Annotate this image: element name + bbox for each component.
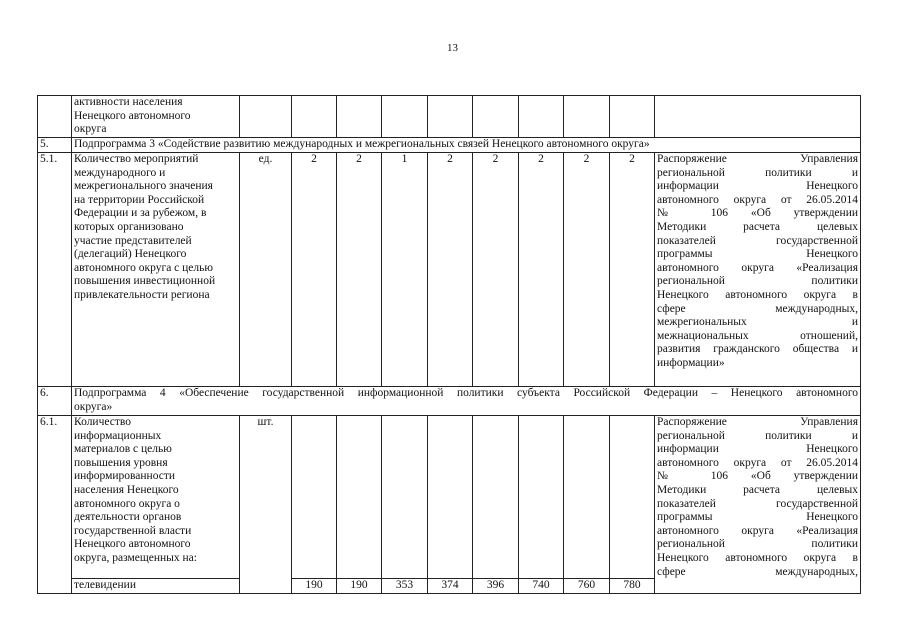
value-cell bbox=[610, 96, 655, 138]
indicator-name-cell: телевидении bbox=[72, 579, 240, 594]
value-cell: 396 bbox=[473, 579, 519, 594]
page-number: 13 bbox=[447, 42, 458, 54]
section-row bbox=[38, 387, 861, 416]
value-cell bbox=[382, 96, 428, 138]
value-cell bbox=[610, 416, 655, 579]
value-cell bbox=[428, 96, 473, 138]
value-cell bbox=[564, 96, 610, 138]
row-number-cell bbox=[38, 96, 72, 138]
unit-cell bbox=[240, 96, 292, 138]
section-number: 5. bbox=[38, 138, 72, 153]
table-row bbox=[38, 96, 861, 138]
value-cell bbox=[519, 416, 564, 579]
section-title: Подпрограмма 4 «Обеспечение государственной информационной политики субъекта Российской Федерации – Ненецкого автономного округа» bbox=[72, 387, 861, 416]
section-title: Подпрограмма 3 «Содействие развитию международных и межрегиональных связей Ненецкого автономного округа» bbox=[72, 138, 861, 153]
indicator-name-cell: активности населения Ненецкого автономного округа bbox=[72, 96, 240, 138]
value-cell: 374 bbox=[428, 579, 473, 594]
value-cell: 760 bbox=[564, 579, 610, 594]
value-cell bbox=[382, 416, 428, 579]
source-cell bbox=[655, 96, 861, 138]
value-cell: 2 bbox=[473, 153, 519, 387]
value-cell: 2 bbox=[428, 153, 473, 387]
value-cell bbox=[292, 416, 337, 579]
table-row bbox=[38, 416, 861, 579]
value-cell: 2 bbox=[337, 153, 382, 387]
section-number: 6. bbox=[38, 387, 72, 416]
indicator-name-cell: Количество мероприятий международного и межрегионального значения на территории Российской Федерации и за рубежом, в которых организовано участие представителей (делегаций) Ненецкого автономного округа с целью повышения инвестиционной привлекательности региона bbox=[72, 153, 240, 387]
value-cell bbox=[473, 96, 519, 138]
value-cell bbox=[564, 416, 610, 579]
row-number-cell: 6.1. bbox=[38, 416, 72, 594]
table-row bbox=[38, 153, 861, 387]
value-cell: 190 bbox=[337, 579, 382, 594]
value-cell: 2 bbox=[610, 153, 655, 387]
value-cell: 1 bbox=[382, 153, 428, 387]
source-cell: Распоряжение Управления региональной политики и информации Ненецкого автономного округа от 26.05.2014 № 106 «Об утверждении Методики расчета целевых показателей государственной программы Ненецкого автономного округа «Реализация региональной политики Ненецкого автономного округа в сфере международных, межрегиональных и межнациональных отношений, развития гражданского общества и информации» bbox=[655, 153, 861, 387]
indicator-name-cell: Количество информационных материалов с целью повышения уровня информированности населения Ненецкого автономного округа о деятельности органов государственной власти Ненецкого автономного округа, размещенных на: bbox=[72, 416, 240, 579]
value-cell bbox=[337, 96, 382, 138]
value-cell bbox=[519, 96, 564, 138]
value-cell: 780 bbox=[610, 579, 655, 594]
value-cell: 2 bbox=[519, 153, 564, 387]
indicators-table bbox=[37, 95, 861, 594]
value-cell: 190 bbox=[292, 579, 337, 594]
value-cell bbox=[337, 416, 382, 579]
value-cell bbox=[473, 416, 519, 579]
section-row bbox=[38, 138, 861, 153]
value-cell: 740 bbox=[519, 579, 564, 594]
row-number-cell: 5.1. bbox=[38, 153, 72, 387]
value-cell bbox=[292, 96, 337, 138]
value-cell bbox=[428, 416, 473, 579]
unit-cell: ед. bbox=[240, 153, 292, 387]
source-cell: Распоряжение Управления региональной политики и информации Ненецкого автономного округа от 26.05.2014 № 106 «Об утверждении Методики расчета целевых показателей государственной программы Ненецкого автономного округа «Реализация региональной политики Ненецкого автономного округа в сфере международных, bbox=[655, 416, 861, 594]
value-cell: 353 bbox=[382, 579, 428, 594]
unit-cell: шт. bbox=[240, 416, 292, 594]
value-cell: 2 bbox=[564, 153, 610, 387]
value-cell: 2 bbox=[292, 153, 337, 387]
